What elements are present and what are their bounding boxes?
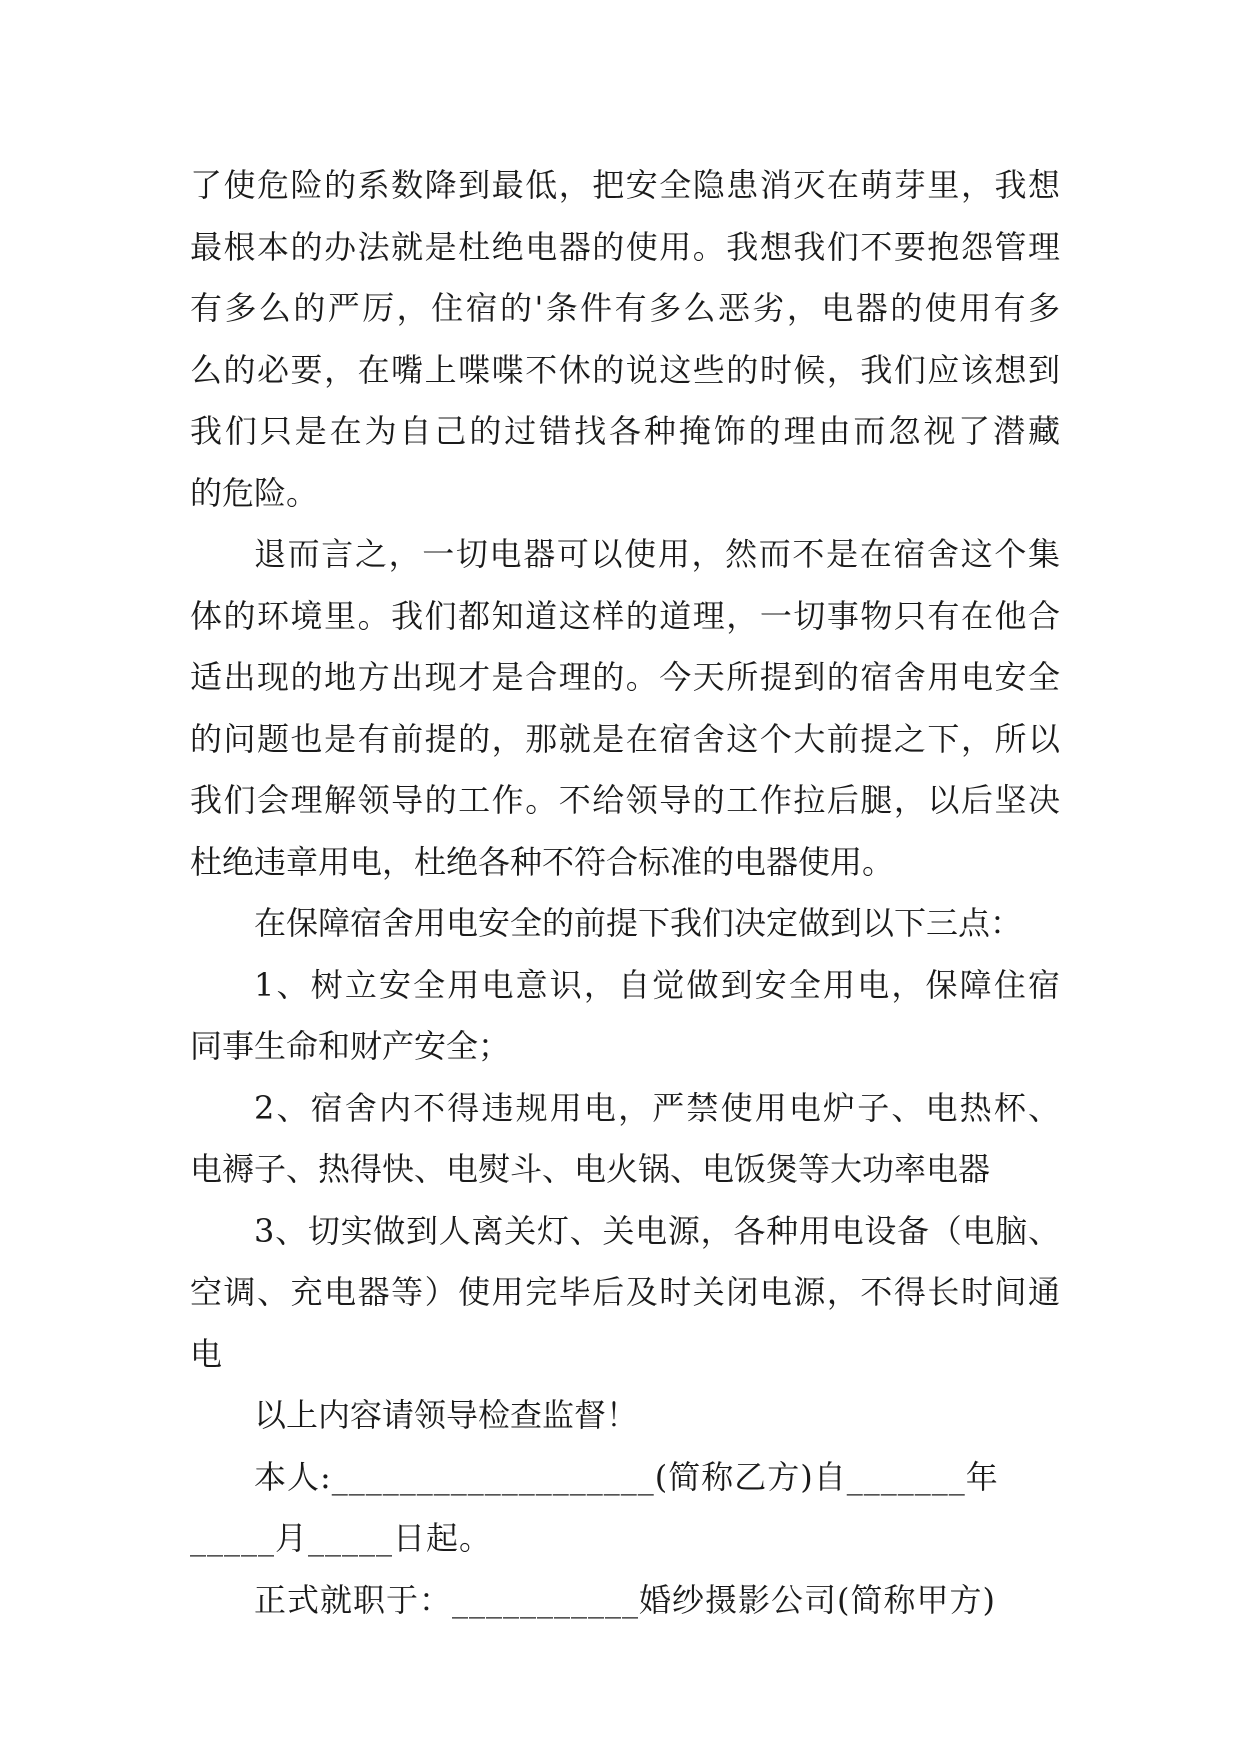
paragraph-line: 我们只是在为自己的过错找各种掩饰的理由而忽视了潜藏	[190, 412, 1060, 450]
list-item-line: 同事生命和财产安全；	[190, 1027, 511, 1065]
paragraph-line: 的问题也是有前提的，那就是在宿舍这个大前提之下，所以	[190, 719, 1060, 758]
form-field-line: 本人:___________________(简称乙方)自_______年	[254, 1457, 999, 1496]
paragraph-line: 么的必要，在嘴上喋喋不休的说这些的时候，我们应该想到	[190, 350, 1060, 389]
list-item-line: 2、宿舍内不得违规用电，严禁使用电炉子、电热杯、	[254, 1088, 1060, 1127]
form-field-line: 正式就职于：___________婚纱摄影公司(简称甲方)	[254, 1580, 996, 1619]
paragraph-line: 我们会理解领导的工作。不给领导的工作拉后腿，以后坚决	[190, 781, 1060, 819]
form-field-line: _____月_____日起。	[190, 1519, 493, 1557]
list-item-line: 空调、充电器等）使用完毕后及时关闭电源，不得长时间通	[190, 1273, 1060, 1311]
paragraph-line: 在保障宿舍用电安全的前提下我们决定做到以下三点：	[254, 904, 1023, 942]
paragraph-line: 了使危险的系数降到最低，把安全隐患消灭在萌芽里，我想	[190, 166, 1060, 204]
document-body	[190, 155, 1060, 1631]
closing-line: 以上内容请领导检查监督！	[254, 1396, 639, 1434]
list-item-line: 1、树立安全用电意识，自觉做到安全用电，保障住宿	[254, 965, 1060, 1004]
paragraph-line: 适出现的地方出现才是合理的。今天所提到的宿舍用电安全	[190, 658, 1060, 696]
paragraph-line: 体的环境里。我们都知道这样的道理，一切事物只有在他合	[190, 596, 1060, 635]
list-item-line: 电褥子、热得快、电熨斗、电火锅、电饭煲等大功率电器	[190, 1150, 991, 1188]
paragraph-line: 的危险。	[190, 473, 319, 512]
paragraph-line: 杜绝违章用电，杜绝各种不符合标准的电器使用。	[190, 842, 895, 881]
list-item-line: 电	[190, 1334, 223, 1373]
paragraph-line: 退而言之，一切电器可以使用，然而不是在宿舍这个集	[254, 535, 1060, 573]
paragraph-line: 有多么的严厉，住宿的'条件有多么恶劣，电器的使用有多	[190, 289, 1060, 327]
list-item-line: 3、切实做到人离关灯、关电源，各种用电设备（电脑、	[254, 1211, 1060, 1250]
paragraph-line: 最根本的办法就是杜绝电器的使用。我想我们不要抱怨管理	[190, 227, 1060, 266]
